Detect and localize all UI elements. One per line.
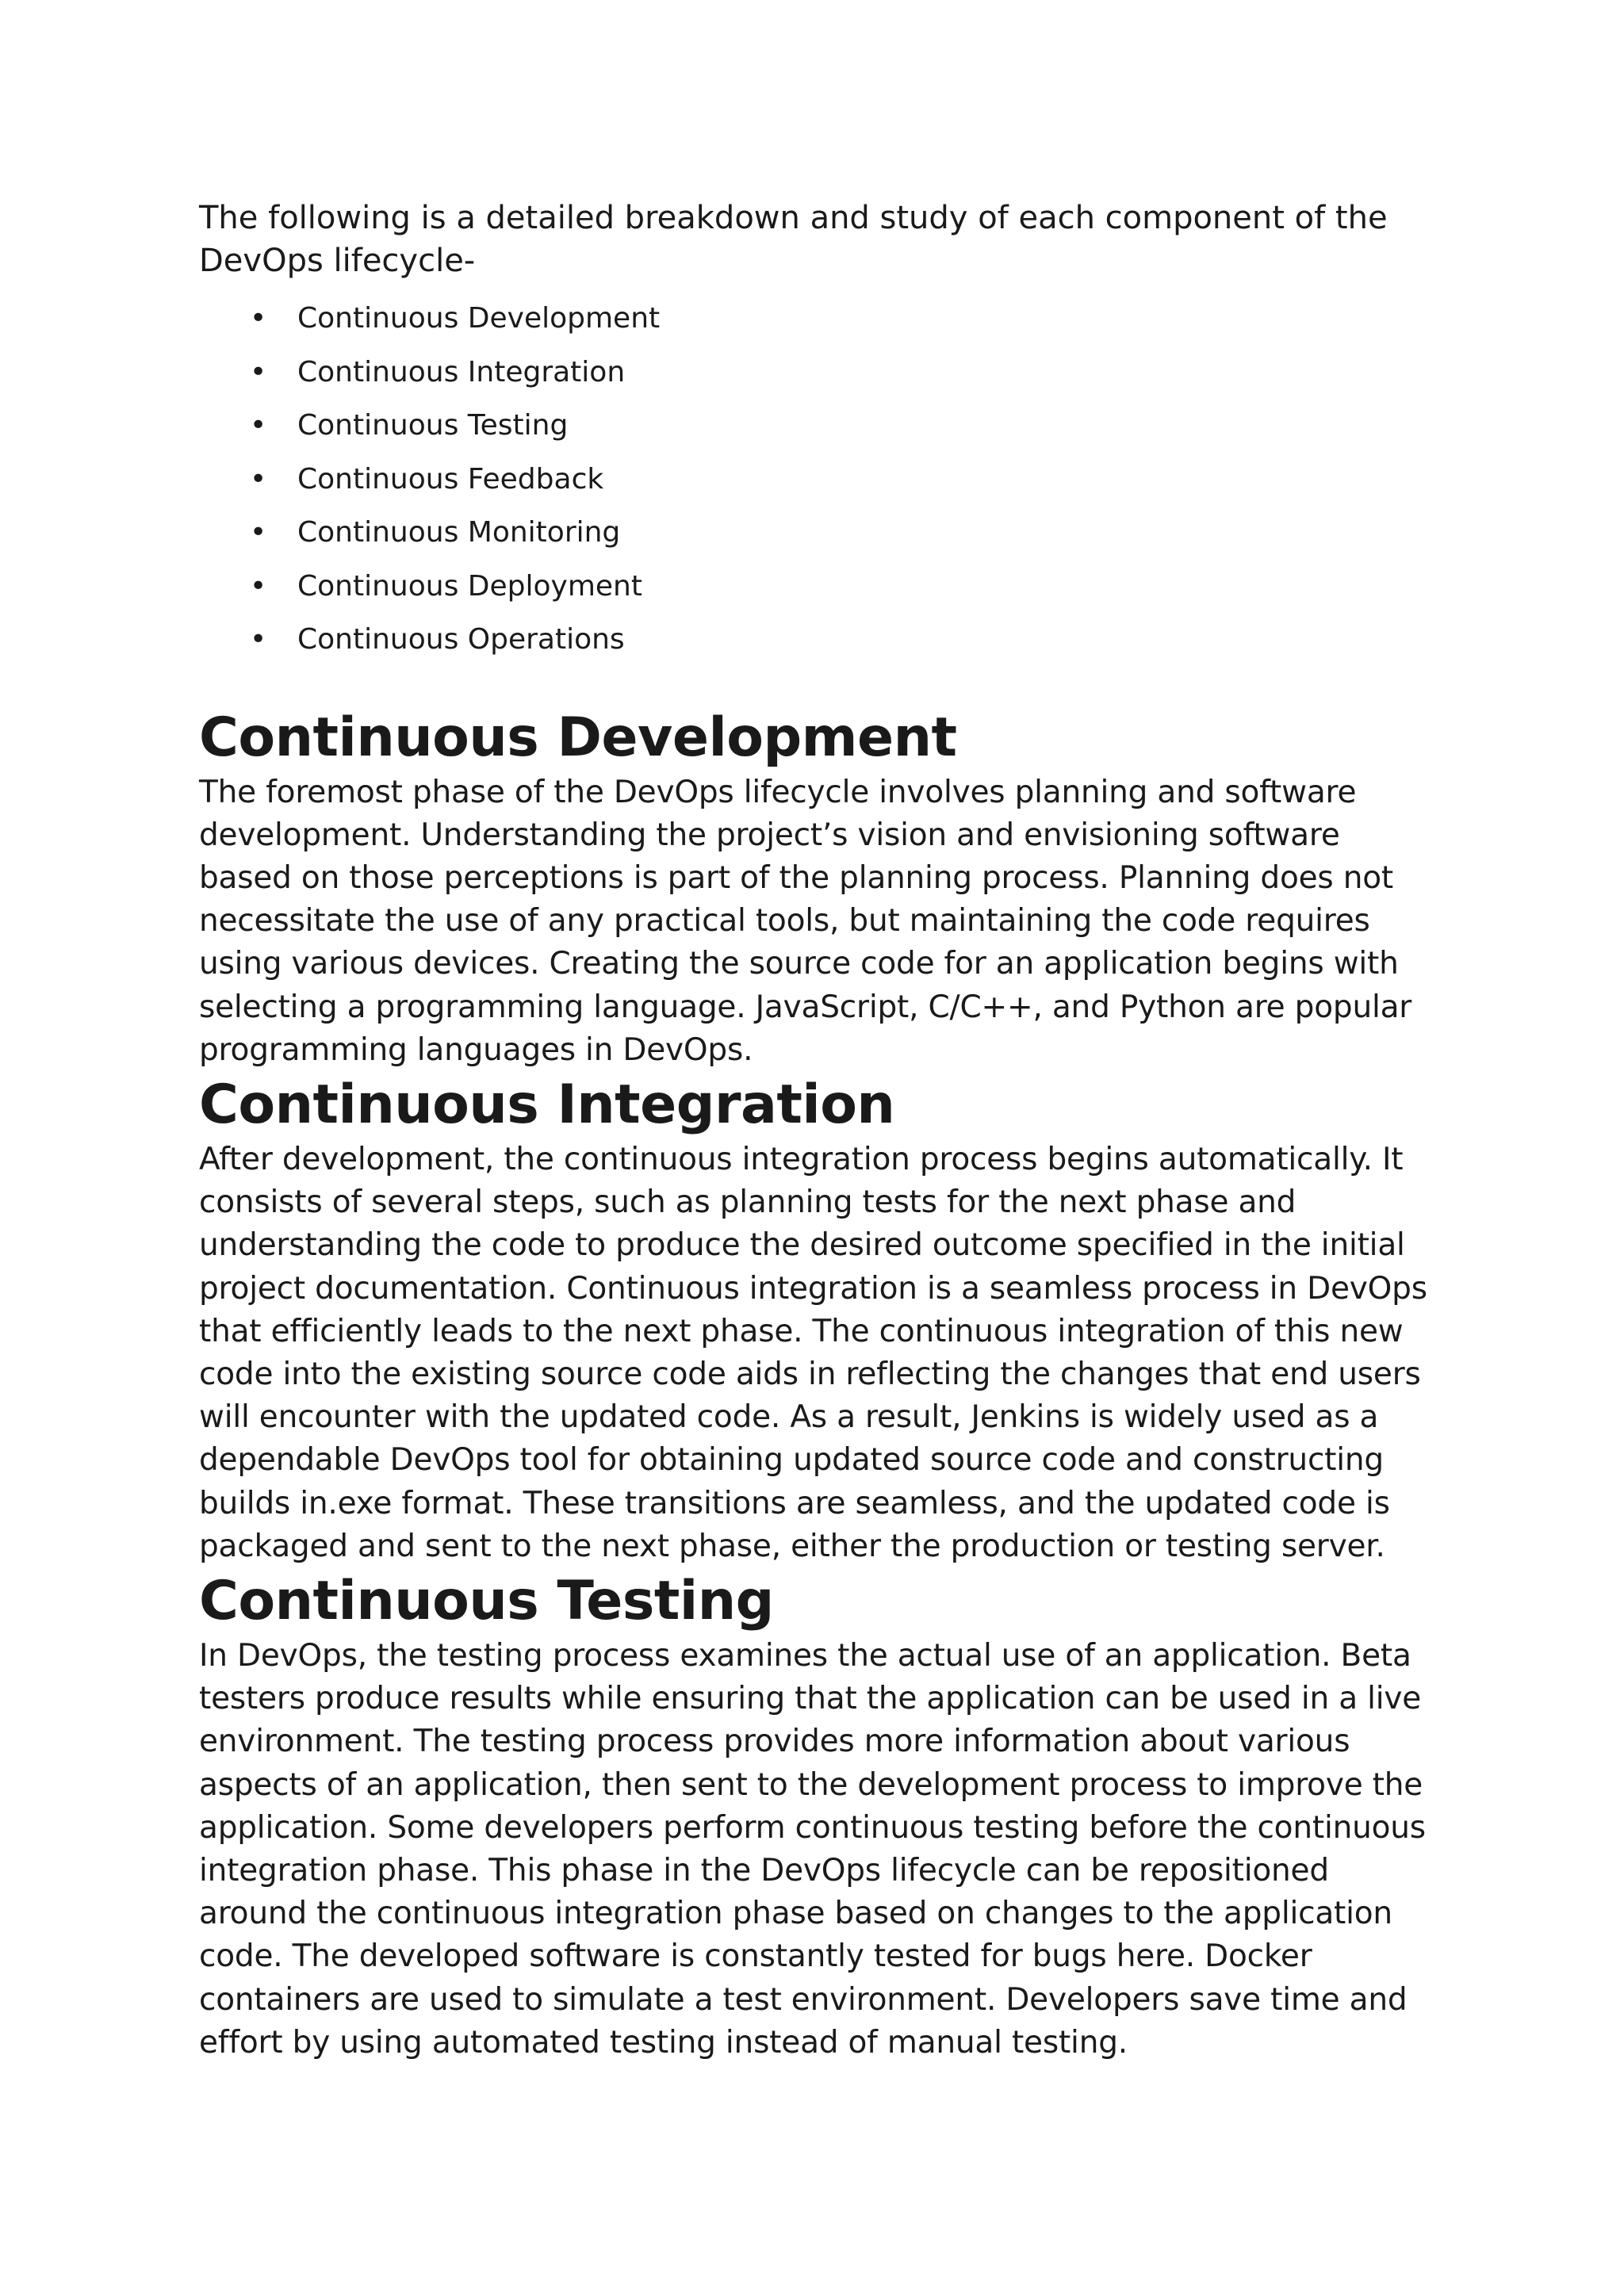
section-heading: Continuous Development: [199, 706, 957, 769]
bullet-icon: •: [250, 623, 267, 656]
list-item: [199, 292, 1436, 346]
list-item: [199, 399, 1436, 453]
list-item-label: Continuous Deployment: [297, 569, 642, 603]
list-item-label: Continuous Feedback: [297, 462, 604, 496]
bullet-icon: •: [250, 516, 267, 549]
list-item-label: Continuous Integration: [297, 355, 626, 388]
list-item: [199, 453, 1436, 507]
bullet-icon: •: [250, 355, 267, 388]
section-continuous-testing: [199, 1568, 1436, 2064]
list-item: [199, 613, 1436, 667]
section-body: After development, the continuous integration process begins automatically. It consists of several steps, such as planning tests for the next phase and understanding the code to produce the desired outcome specified in the initial project documentation. Continuous integration is a seamless process in DevOps that efficiently leads to the next phase. The continuous integration of this new code into the existing source code aids in reflecting the changes that end users will encounter with the updated code. As a result, Jenkins is widely used as a dependable DevOps tool for obtaining updated source code and constructing builds in.exe format. These transitions are seamless, and the updated code is packaged and sent to the next phase, either the production or testing server.: [199, 1141, 1427, 1564]
list-item-label: Continuous Testing: [297, 409, 569, 442]
bullet-icon: •: [250, 409, 267, 442]
section-continuous-integration: [199, 1072, 1436, 1568]
list-item: [199, 560, 1436, 614]
document-page: [199, 197, 1436, 2064]
section-heading: Continuous Integration: [199, 1073, 895, 1136]
intro-paragraph: The following is a detailed breakdown and study of each component of the DevOps lifecycle-: [199, 200, 1388, 279]
list-item-label: Continuous Monitoring: [297, 516, 621, 549]
list-item: [199, 346, 1436, 400]
lifecycle-list: [199, 292, 1436, 667]
bullet-icon: •: [250, 569, 267, 603]
bullet-icon: •: [250, 462, 267, 496]
section-continuous-development: [199, 705, 1436, 1072]
section-body: The foremost phase of the DevOps lifecycle involves planning and software development. Understanding the project’s vision and envisioning software based on those perceptions is part of the planning process. Planning does not necessitate the use of any practical tools, but maintaining the code requires using various devices. Creating the source code for an application begins with selecting a programming language. JavaScript, C/C++, and Python are popular programming languages in DevOps.: [199, 774, 1412, 1068]
section-body: In DevOps, the testing process examines the actual use of an application. Beta testers produce results while ensuring that the application can be used in a live environment. The testing process provides more information about various aspects of an application, then sent to the development process to improve the application. Some developers perform continuous testing before the continuous integration phase. This phase in the DevOps lifecycle can be repositioned around the continuous integration phase based on changes to the application code. The developed software is constantly tested for bugs here. Docker containers are used to simulate a test environment. Developers save time and effort by using automated testing instead of manual testing.: [199, 1637, 1426, 2061]
list-item: [199, 506, 1436, 560]
list-item-label: Continuous Development: [297, 302, 661, 335]
section-heading: Continuous Testing: [199, 1569, 774, 1632]
list-item-label: Continuous Operations: [297, 623, 625, 656]
bullet-icon: •: [250, 302, 267, 335]
